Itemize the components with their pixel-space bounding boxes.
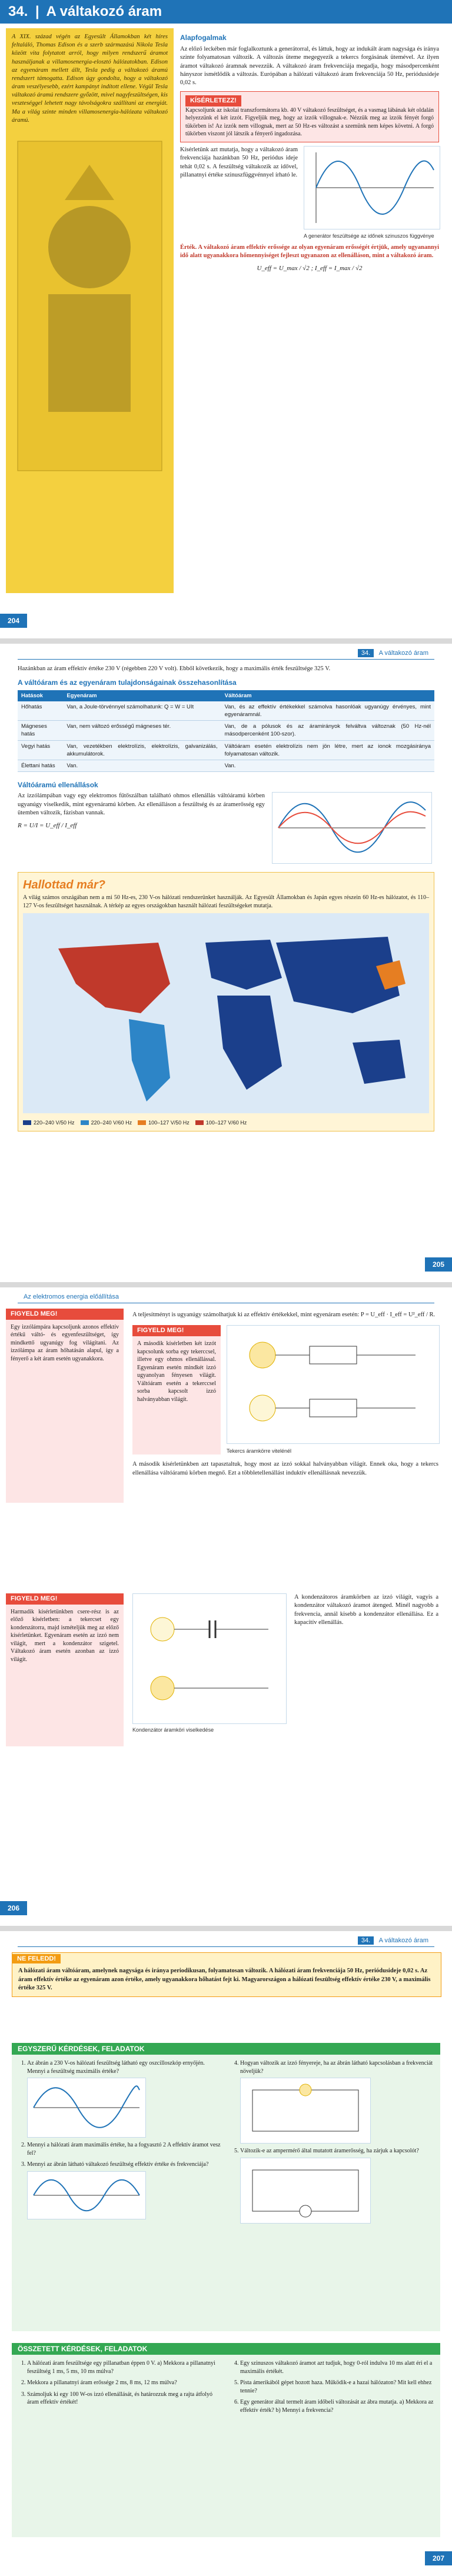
main-column-p1 — [180, 31, 439, 277]
legend-item: 220–240 V/50 Hz — [34, 1119, 75, 1126]
chapter-title: 34. | A váltakozó áram — [8, 4, 162, 19]
ne-feledd-title: NE FELEDD! — [12, 1954, 61, 1963]
effective-formula: U_eff = U_max / √2 ; I_eff = I_max / √2 — [257, 264, 363, 272]
kiserletezz-box — [180, 91, 439, 142]
table-cell: Élettani hatás — [18, 760, 63, 771]
table-title: A váltóáram és az egyenáram tulajdonságainak összehasonlítása — [18, 678, 237, 687]
running-head: Az elektromos energia előállítása — [24, 1293, 119, 1300]
hallottad-box — [18, 872, 434, 1131]
important-definition: Érték. A váltakozó áram effektív erőssége az olyan egyenáram erősségét értjük, amely ugyanannyi idő alatt ugyanakkora hőmennyiséget fejleszt ugyanazon az ellenálláson, mint a váltakozó áram. — [180, 244, 439, 259]
table-row — [18, 760, 434, 771]
exercise-item: 5. Pista ámerikából gépet hozott haza. Működik-e a hazai hálózaton? Mit kell ehhez tennie? — [240, 2379, 434, 2395]
page-number-207: 207 — [425, 2551, 452, 2565]
table-header: Hatások — [18, 690, 63, 701]
exercise-item: 2. Mekkora a pillanatnyi áram erőssége 2 ms, 8 ms, 12 ms múlva? — [27, 2379, 221, 2387]
page-number-204: 204 — [0, 614, 27, 628]
legend-item: 100–127 V/50 Hz — [148, 1119, 190, 1126]
complex-exercises-right — [231, 2359, 434, 2418]
ohm-formula: R = U/I = U_eff / I_eff — [18, 821, 77, 829]
table-row — [18, 701, 434, 721]
ne-feledd-text: A hálózati áram váltóáram, amelynek nagysága és iránya periodikusan, folyamatosan változik. A hálózati áram frekvenciája 50 Hz, periódusideje 0,02 s. Az áram effektív értéke az egyenáram azon értéke, amely ugyanakkora hőhatást fejt ki. Magyarországon a hálózati feszültség effektív értéke 230 V, a maximális értéke 325 V. — [18, 1968, 431, 1992]
phase-diagram — [272, 792, 432, 864]
world-voltage-map — [23, 913, 429, 1113]
hallottad-title: Hallottad már? — [23, 878, 106, 892]
page-gap — [0, 1926, 452, 1931]
complex-exercises-title: ÖSSZETETT KÉRDÉSEK, FELADATOK — [12, 2343, 440, 2355]
oscilloscope-figure — [27, 2078, 146, 2138]
page-206 — [0, 1287, 452, 1926]
intro-text: Hazánkban az áram effektív értéke 230 V (régebben 220 V volt). Ebből következik, hogy a maximális érték feszültsége 325 V. — [18, 665, 331, 672]
col-text: A teljesítményt is ugyanúgy számolhatjuk ki az effektív értékekkel, mint egyenáram esetén: P = U_eff · I_eff = U²_eff / R. — [132, 1312, 436, 1318]
figure-caption: Kondenzátor áramköri viselkedése — [132, 1727, 214, 1733]
table-cell: Van, de a pólusok és az áramirányok felváltva változnak (50 Hz-nél másodpercenként 100-szor). — [221, 721, 434, 740]
intro-box — [6, 28, 174, 593]
figyeld-title: FIGYELD MEG! — [6, 1593, 124, 1605]
text2: Kísérletünk azt mutatja, hogy a váltakozó áram frekvenciája hazánkban 50 Hz, periódus ideje tehát 0,02 s. A feszültség váltakozik az idővel, pillanatnyi értéke szinuszfüggvénnyel írható le. — [180, 146, 298, 179]
runhead-text: A váltakozó áram — [378, 650, 428, 657]
figyeld-title: FIGYELD MEG! — [132, 1325, 221, 1336]
simple-exercises-left — [18, 2059, 221, 2227]
figyeld-title: FIGYELD MEG! — [6, 1309, 124, 1320]
legend-swatch — [23, 1120, 31, 1125]
page-204 — [0, 0, 452, 638]
table-cell: Van, és az effektív értékekkel számolva hasonlóak ugyanúgy érvényes, mint egyenáramnál. — [221, 701, 434, 721]
exercise-item: 2. Mennyi a hálózati áram maximális értéke, ha a fogyasztó 2 A effektív áramot vesz fel? — [27, 2141, 221, 2157]
chapter-title-text: A váltakozó áram — [46, 4, 162, 19]
figyeld-box-2 — [132, 1325, 221, 1455]
section-text: Az előző leckében már foglalkoztunk a generátorral, és láttuk, hogy az indukált áram nagysága és iránya szinte folyamatosan változik. A változás üteme megegyezik a tekercs forgásának ütemével. Az ilyen áramot váltakozó áramnak nevezzük. A váltakozó áram frekvenciája megadja, hogy másodpercenként hányszor ismétlődik a változás. Európában a hálózati váltakozó áram frekvenciája 50 Hz, periódusideje 0,02 s. — [180, 45, 439, 86]
coil-circuit-figure — [227, 1325, 440, 1444]
capacitor-figure-wrap — [132, 1593, 285, 1733]
page-gap — [0, 1282, 452, 1287]
ammeter-circuit-figure — [240, 2158, 371, 2224]
complex-exercises-left — [18, 2359, 221, 2418]
intro-text: A XIX. század végén az Egyesült Államokban két híres feltaláló, Thomas Edison és a szerb származású Nikola Tesla között vita folytatott arról, hogy milyen rendszerű áramot használjanak a villamosenergia-elosztó hálózatokban. Edison az egyenáram mellett állt, Tesla pedig a váltakozó áramú rendszert támogatta. Edison úgy gondolta, hogy a váltakozó áram veszélyesebb, ezért kampányt indított ellene. Végül Tesla váltakozó áramú rendszere győzött, mivel nagyfeszültségen, kis veszteséggel lehetett nagy távolságokra szállítani az energiát. Ma a világ szinte minden villamosenergia-hálózata váltakozó áramú. — [12, 34, 168, 124]
table-cell: Van. — [221, 760, 434, 771]
runhead-text: A váltakozó áram — [378, 1937, 428, 1944]
runhead-number: 34. — [358, 649, 374, 657]
waveform-figure — [27, 2171, 146, 2219]
exercise-item: 6. Egy generátor által termelt áram időbeli változását az ábra mutatja. a) Mekkora az effektív érték? b) Mennyi a frekvencia? — [240, 2398, 434, 2414]
legend-item: 100–127 V/60 Hz — [205, 1119, 247, 1126]
lamp-circuit-figure — [240, 2078, 371, 2144]
hallottad-text: A világ számos országában nem a mi 50 Hz-es, 230 V-os hálózati rendszerünket használják. Az Egyesült Államokban és Japán egyes részein 60 Hz-es hálózatot, és 110–127 V-os feszültséget használnak. A térkép az egyes országokban használt hálózati feszültségeket mutatja. — [23, 894, 429, 909]
legend-swatch — [138, 1120, 146, 1125]
exercise-item: 1. A hálózati áram feszültsége egy pillanatban éppen 0 V. a) Mekkora a pillanatnyi feszültség 1 ms, 5 ms, 10 ms múlva? — [27, 2359, 221, 2375]
legend-swatch — [81, 1120, 89, 1125]
figure-caption: A generátor feszültsége az időnek szinuszos függvénye — [304, 233, 434, 239]
table-header: Egyenáram — [63, 690, 221, 701]
figyeld-text: A második kísérletben két izzót kapcsolunk sorba egy tekerccsel, illetve egy ohmos ellenállással. Egyenáram esetén mindkét izzó ugyanolyan fényesen világít. Váltóáram esetén a tekerccsel sorba kapcsolt izzó halványabban világít. — [137, 1340, 216, 1403]
legend-swatch — [195, 1120, 204, 1125]
section-heading-alapfogalmak: Alapfogalmak — [180, 34, 227, 42]
figyeld-box-3 — [6, 1593, 124, 1746]
table-cell: Mágneses hatás — [18, 721, 63, 740]
table-cell: Hőhatás — [18, 701, 63, 721]
sub-heading: Váltóáramú ellenállások — [18, 780, 98, 789]
page-number-206: 206 — [0, 1901, 27, 1915]
table-cell: Vegyi hatás — [18, 740, 63, 760]
figure-caption: Tekercs áramkörre vitelénél — [227, 1447, 292, 1454]
table-row — [18, 721, 434, 740]
table-cell: Van. — [63, 760, 221, 771]
exercise-item: 4. Egy szinuszos váltakozó áramot azt tudjuk, hogy 0-ról indulva 10 ms alatt éri el a maximális értékét. — [240, 2359, 434, 2375]
legend-item: 220–240 V/60 Hz — [91, 1119, 132, 1126]
table-cell: Van, vezetékben elektrolízis, elektrolízis, galvanizálás, akkumulátorok. — [63, 740, 221, 760]
table-cell: Váltóáram esetén elektrolízis nem jön létre, mert az ionok mozgásiránya folyamatosan változik. — [221, 740, 434, 760]
main-column-p2 — [18, 665, 434, 1131]
figyeld-box-1 — [6, 1309, 124, 1503]
page-gap — [0, 638, 452, 644]
text-after: A második kísérletünkben azt tapasztaltuk, hogy most az izzó sokkal halványabban világít. Ennek oka, hogy a tekercs ellenállása váltóáramú körben megnő. Ezt a többletellenállást induktív ellenállásnak nevezzük. — [132, 1461, 438, 1476]
table-row — [18, 740, 434, 760]
sub-text: Az izzólámpában vagy egy elektromos fűtőszálban található ohmos ellenállás váltóáramú körben ugyanúgy viselkedik, mint egyenáramú körben. Az ellenálláson a feszültség és az áramerősség egy ütemben változik, fázisban vannak. — [18, 793, 265, 817]
sine-figure — [304, 146, 440, 229]
ne-feledd-box — [12, 1952, 441, 1997]
capacitor-circuit-figure — [132, 1593, 287, 1724]
table-header: Váltóáram — [221, 690, 434, 701]
kiserletezz-text: Kapcsoljunk az iskolai transzformátorra kb. 40 V váltakozó feszültséget, és a vasmag lábának két oldalán helyezzünk el két izzót. Figyeljük meg, hogy az izzók villognak-e. Nézzük meg az izzók fényét forgó tükörben is! Az izzók nem villognak, mert az 50 Hz-es változást a szemünk nem képes követni. A forgó tükörben viszont jól látszik a fényerő ingadozása. — [185, 106, 434, 138]
header-rule — [18, 1946, 434, 1947]
exercise-item: 3. Számoljuk ki egy 100 W-os izzó ellenállását, és határozzuk meg a rajta átfolyó áram effektív értékét! — [27, 2391, 221, 2407]
figyeld-text: Egy izzólámpára kapcsoljunk azonos effektív értékű váltó- és egyenfeszültséget, így mindkettő ugyanúgy fog világítani. Az izzólámpa az áram hőhatásán alapul, így a fényerő a két áram esetén ugyanakkora. — [11, 1323, 119, 1362]
simple-exercises-title: EGYSZERŰ KÉRDÉSEK, FELADATOK — [12, 2043, 440, 2055]
page-number-205: 205 — [425, 1257, 452, 1272]
chapter-number: 34. — [8, 4, 28, 19]
page-207 — [0, 1931, 452, 2576]
page-205 — [0, 644, 452, 1282]
header-rule — [18, 659, 434, 660]
exercise-item: 1. Az ábrán a 230 V-os hálózati feszültség látható egy oszcilloszkóp ernyőjén. Mennyi a feszültség maximális értéke? — [27, 2059, 221, 2138]
running-head — [358, 1937, 428, 1944]
map-legend — [23, 1119, 429, 1126]
exercise-item: 4. Hogyan változik az izzó fényereje, ha az ábrán látható kapcsolásban a frekvenciát növeljük? — [240, 2059, 434, 2144]
comparison-table — [18, 690, 434, 772]
table-cell: Van, a Joule-törvénnyel számolhatunk: Q = W = UIt — [63, 701, 221, 721]
kiserletezz-title: KÍSÉRLETEZZ! — [185, 95, 241, 106]
tesla-edison-illustration — [6, 129, 174, 506]
simple-exercises-box — [12, 2043, 440, 2331]
simple-exercises-right — [231, 2059, 434, 2227]
figyeld-text: Harmadik kísérletünkben csere-rész is az előző kísérletben: a tekercset egy kondenzátorra, majd ismételjük meg az előző kísérletünket. Egyenáram esetén az izzó nem világít, mert a kondenzátor szigetel. Váltakozó áram esetén azonban az izzó világít. — [11, 1608, 119, 1663]
complex-exercises-box — [12, 2343, 440, 2537]
text-last: A kondenzátoros áramkörben az izzó világít, vagyis a kondenzátor váltakozó áramot átenged. Minél nagyobb a frekvencia, annál kisebb a kondenzátor ellenállása. Ez a kapacitív ellenállás. — [294, 1594, 438, 1626]
exercise-item: 3. Mennyi az ábrán látható váltakozó feszültség effektív értéke és frekvenciája? — [27, 2161, 221, 2219]
running-head — [358, 650, 428, 657]
exercise-item: 5. Változik-e az ampermérő által mutatott áramerősség, ha zárjuk a kapcsolót? — [240, 2147, 434, 2224]
main-column-p3 — [132, 1311, 438, 1477]
runhead-number: 34. — [358, 1936, 374, 1945]
table-cell: Van, nem változó erősségű mágneses tér. — [63, 721, 221, 740]
